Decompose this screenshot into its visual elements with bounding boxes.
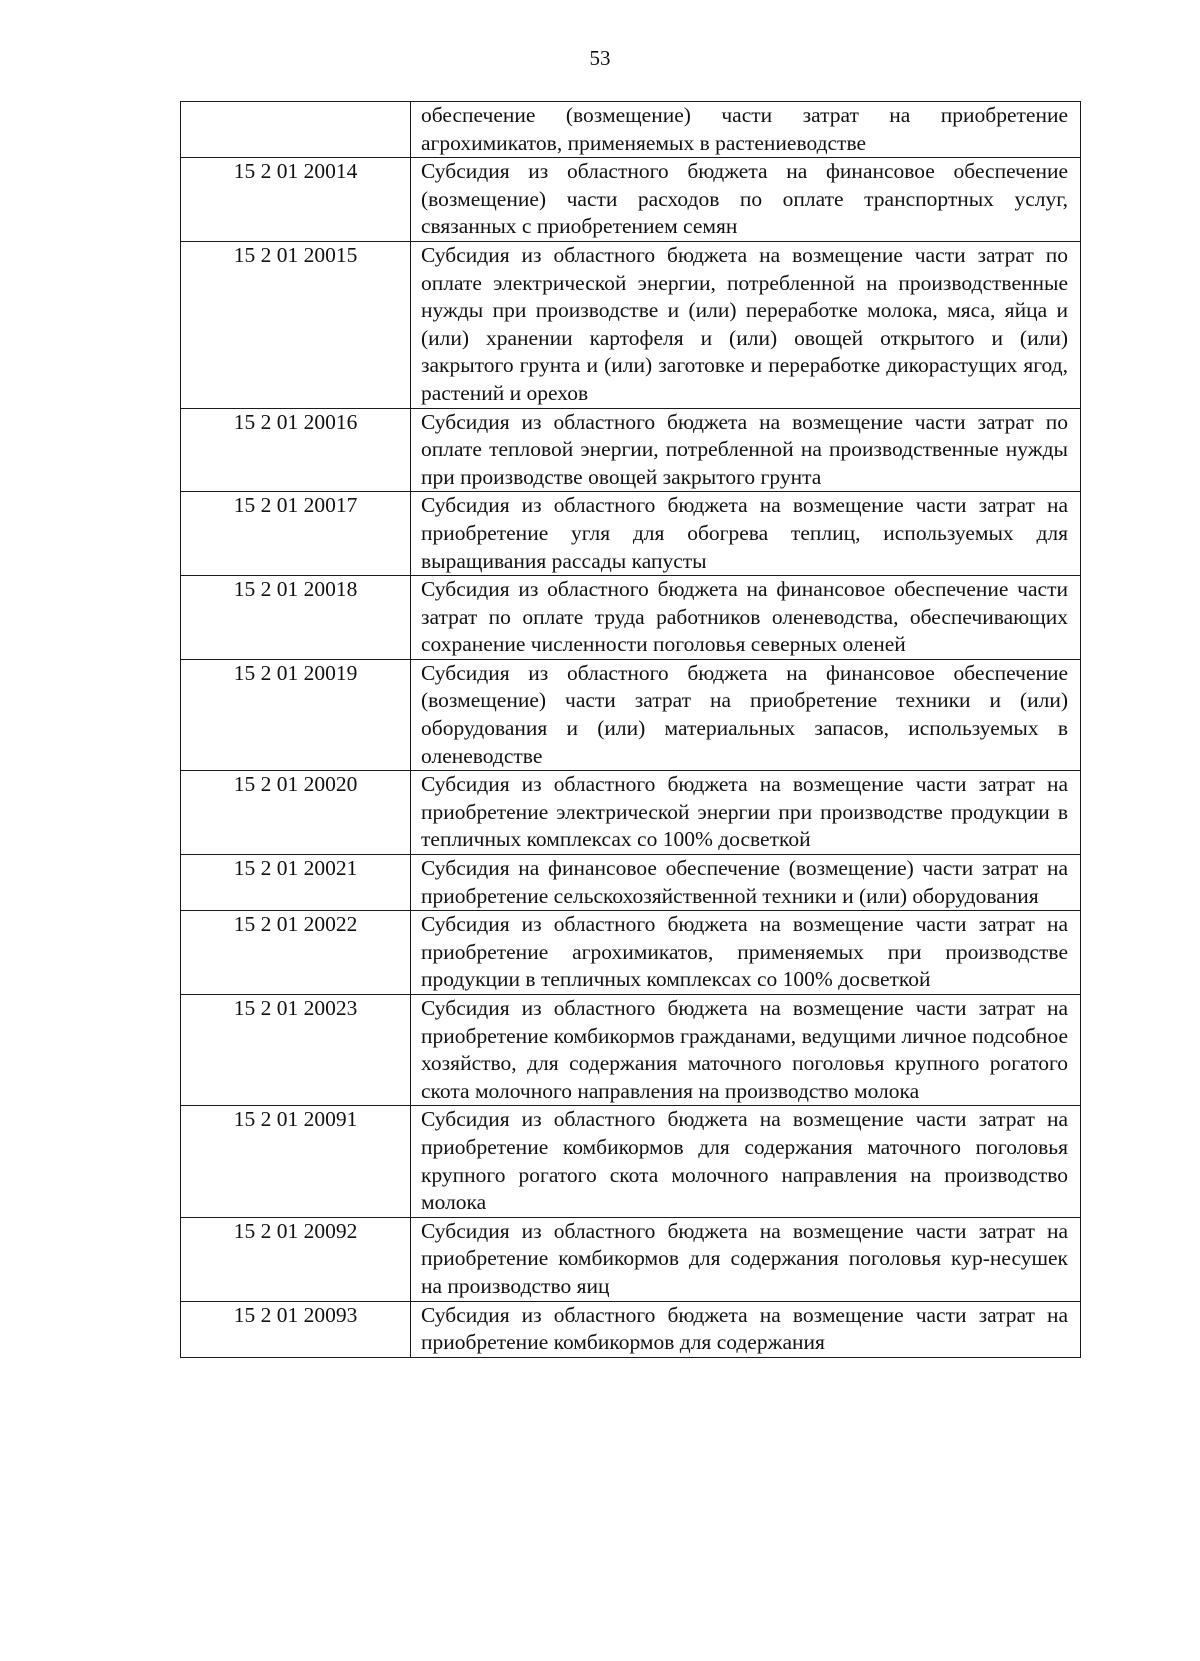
table-row <box>181 659 1081 770</box>
table-row <box>181 158 1081 242</box>
description-cell: Субсидия из областного бюджета на финансовое обеспечение (возмещение) части затрат на приобретение техники и (или) оборудования и (или) материальных запасов, используемых в оленеводстве <box>411 659 1081 770</box>
budget-code-cell: 15 2 01 20019 <box>181 659 411 770</box>
table-row <box>181 1301 1081 1357</box>
budget-code-cell: 15 2 01 20014 <box>181 158 411 242</box>
description-cell: Субсидия из областного бюджета на финансовое обеспечение (возмещение) части расходов по оплате транспортных услуг, связанных с приобретением семян <box>411 158 1081 242</box>
description-cell: Субсидия из областного бюджета на финансовое обеспечение части затрат по оплате труда работников оленеводства, обеспечивающих сохранение численности поголовья северных оленей <box>411 576 1081 660</box>
budget-code-cell: 15 2 01 20022 <box>181 911 411 995</box>
table-row <box>181 408 1081 492</box>
table-row <box>181 102 1081 158</box>
table-row <box>181 911 1081 995</box>
table-row <box>181 492 1081 576</box>
description-cell: Субсидия на финансовое обеспечение (возмещение) части затрат на приобретение сельскохозяйственной техники и (или) оборудования <box>411 855 1081 911</box>
budget-code-cell: 15 2 01 20021 <box>181 855 411 911</box>
table-row <box>181 771 1081 855</box>
description-cell: Субсидия из областного бюджета на возмещение части затрат на приобретение угля для обогрева теплиц, используемых для выращивания рассады капусты <box>411 492 1081 576</box>
budget-code-cell: 15 2 01 20093 <box>181 1301 411 1357</box>
budget-code-cell: 15 2 01 20020 <box>181 771 411 855</box>
table-row <box>181 855 1081 911</box>
description-cell: Субсидия из областного бюджета на возмещение части затрат по оплате электрической энергии, потребленной на производственные нужды при производстве и (или) переработке молока, мяса, яйца и (или) хранении картофеля и (или) овощей открытого и (или) закрытого грунта и (или) заготовке и переработке дикорастущих ягод, растений и орехов <box>411 241 1081 408</box>
table-body <box>181 102 1081 1358</box>
description-cell: Субсидия из областного бюджета на возмещение части затрат на приобретение комбикормов для содержания поголовья кур-несушек на производство яиц <box>411 1217 1081 1301</box>
budget-code-cell: 15 2 01 20018 <box>181 576 411 660</box>
table-row <box>181 241 1081 408</box>
description-cell: Субсидия из областного бюджета на возмещение части затрат на приобретение комбикормов для содержания маточного поголовья крупного рогатого скота молочного направления на производство молока <box>411 1106 1081 1217</box>
page-number: 53 <box>589 46 611 70</box>
budget-code-cell <box>181 102 411 158</box>
budget-code-cell: 15 2 01 20023 <box>181 995 411 1106</box>
budget-code-cell: 15 2 01 20091 <box>181 1106 411 1217</box>
budget-code-table <box>180 101 1081 1358</box>
description-cell: обеспечение (возмещение) части затрат на приобретение агрохимикатов, применяемых в растениеводстве <box>411 102 1081 158</box>
budget-code-cell: 15 2 01 20092 <box>181 1217 411 1301</box>
budget-code-cell: 15 2 01 20016 <box>181 408 411 492</box>
table-row <box>181 995 1081 1106</box>
table-row <box>181 576 1081 660</box>
description-cell: Субсидия из областного бюджета на возмещение части затрат на приобретение электрической энергии при производстве продукции в тепличных комплексах со 100% досветкой <box>411 771 1081 855</box>
description-cell: Субсидия из областного бюджета на возмещение части затрат на приобретение комбикормов для содержания <box>411 1301 1081 1357</box>
budget-code-cell: 15 2 01 20017 <box>181 492 411 576</box>
description-cell: Субсидия из областного бюджета на возмещение части затрат по оплате тепловой энергии, потребленной на производственные нужды при производстве овощей закрытого грунта <box>411 408 1081 492</box>
table-row <box>181 1106 1081 1217</box>
description-cell: Субсидия из областного бюджета на возмещение части затрат на приобретение агрохимикатов, применяемых при производстве продукции в тепличных комплексах со 100% досветкой <box>411 911 1081 995</box>
table-row <box>181 1217 1081 1301</box>
description-cell: Субсидия из областного бюджета на возмещение части затрат на приобретение комбикормов гражданами, ведущими личное подсобное хозяйство, для содержания маточного поголовья крупного рогатого скота молочного направления на производство молока <box>411 995 1081 1106</box>
budget-code-cell: 15 2 01 20015 <box>181 241 411 408</box>
